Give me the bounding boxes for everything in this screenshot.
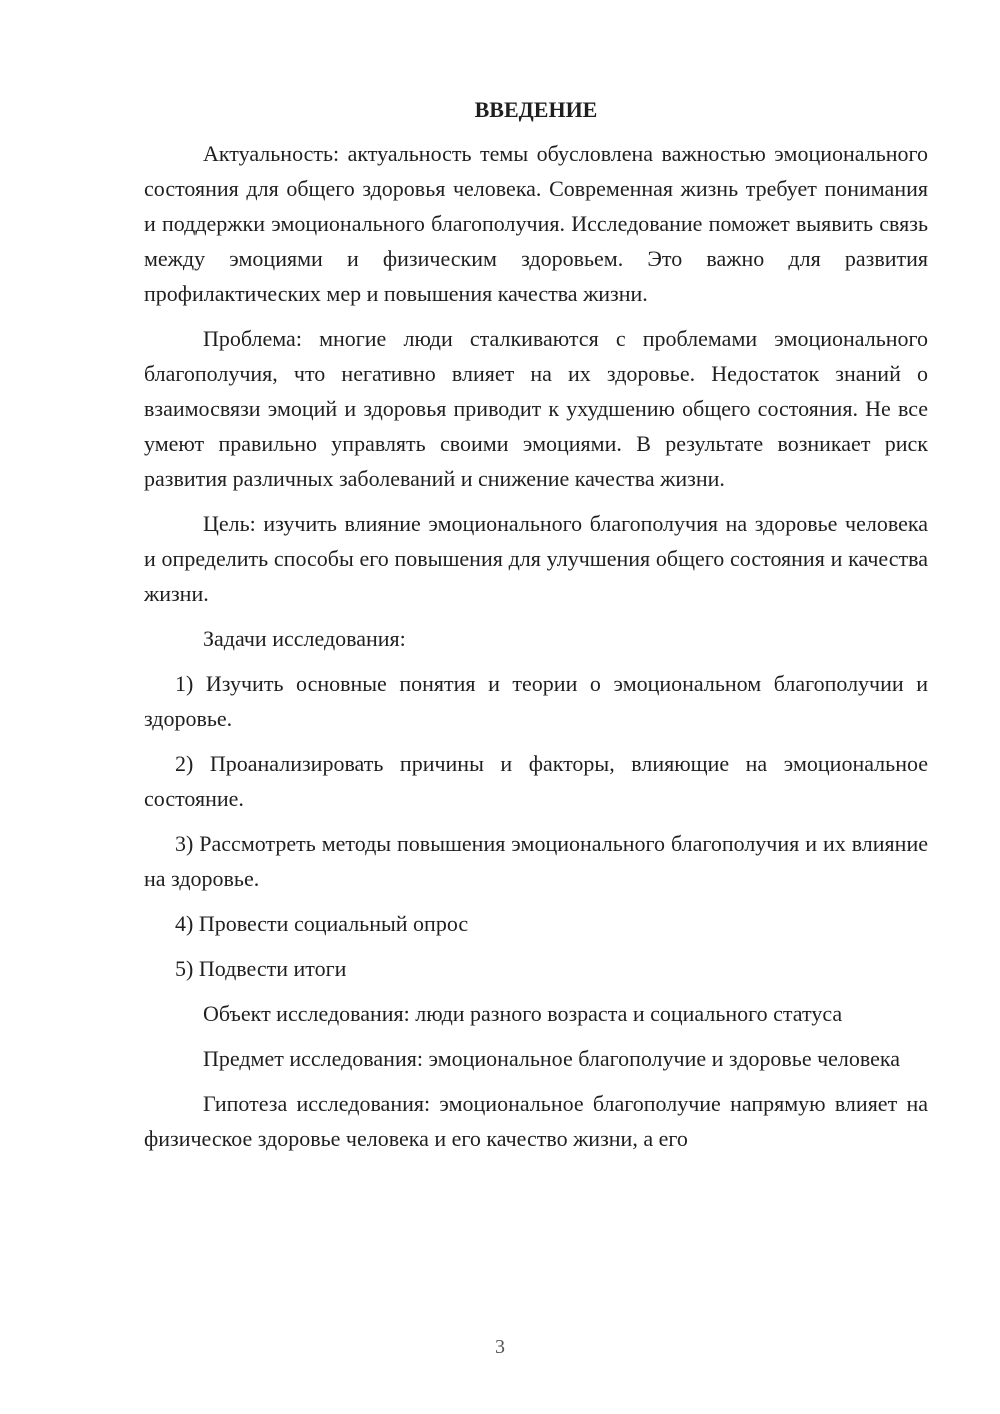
section-title: ВВЕДЕНИЕ bbox=[474, 97, 598, 122]
task-item-2: 2) Проанализировать причины и факторы, влияющие на эмоциональное состояние. bbox=[144, 751, 928, 811]
paragraph-hypothesis: Гипотеза исследования: эмоциональное благополучие напрямую влияет на физическое здоровье человека и его качество жизни, а его bbox=[144, 1091, 928, 1151]
paragraph-subject: Предмет исследования: эмоциональное благополучие и здоровье человека bbox=[203, 1046, 901, 1071]
paragraph-problem: Проблема: многие люди сталкиваются с проблемами эмоционального благополучия, что негативно влияет на их здоровье. Недостаток знаний о взаимосвязи эмоций и здоровья приводит к ухудшению общего состояния. Не все умеют правильно управлять своими эмоциями. В результате возникает риск развития различных заболеваний и снижение качества жизни. bbox=[144, 326, 928, 491]
paragraph-tasks-heading: Задачи исследования: bbox=[203, 626, 406, 651]
paragraph-object: Объект исследования: люди разного возраста и социального статуса bbox=[203, 1001, 843, 1026]
task-item-4: 4) Провести социальный опрос bbox=[175, 911, 469, 936]
paragraph-goal: Цель: изучить влияние эмоционального благополучия на здоровье человека и определить способы его повышения для улучшения общего состояния и качества жизни. bbox=[144, 511, 928, 606]
page-number: 3 bbox=[495, 1336, 505, 1358]
paragraph-relevance: Актуальность: актуальность темы обусловлена важностью эмоционального состояния для общего здоровья человека. Современная жизнь требует понимания и поддержки эмоционального благополучия. Исследование поможет выявить связь между эмоциями и физическим здоровьем. Это важно для развития профилактических мер и повышения качества жизни. bbox=[144, 141, 928, 306]
task-item-3: 3) Рассмотреть методы повышения эмоционального благополучия и их влияние на здоровье. bbox=[144, 831, 928, 891]
task-item-5: 5) Подвести итоги bbox=[175, 956, 347, 981]
task-item-1: 1) Изучить основные понятия и теории о эмоциональном благополучии и здоровье. bbox=[144, 671, 928, 731]
document-page bbox=[144, 96, 928, 1166]
